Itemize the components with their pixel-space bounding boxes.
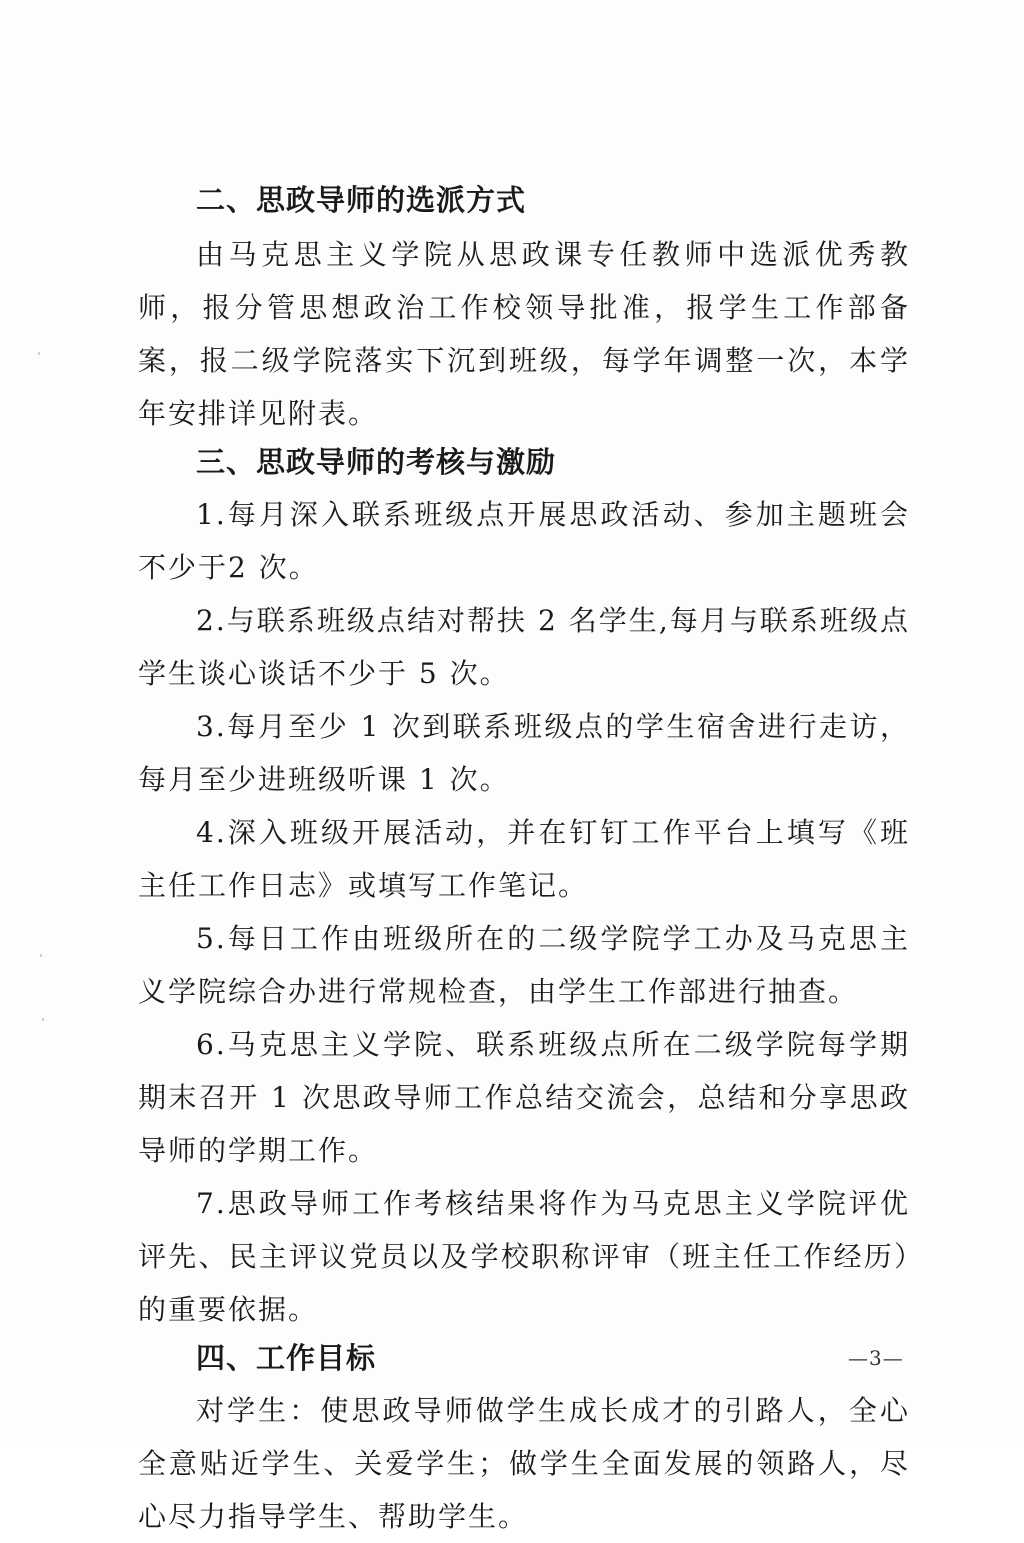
section-3-heading: 三、思政导师的考核与激励 <box>196 445 557 479</box>
scan-speck <box>38 352 40 355</box>
section-3-item-1: 1.每月深入联系班级点开展思政活动、参加主题班会不少于2 次。 <box>138 498 910 584</box>
section-2-paragraph: 由马克思主义学院从思政课专任教师中选派优秀教师，报分管思想政治工作校领导批准，报学生工作部备案，报二级学院落实下沉到班级，每学年调整一次，本学年安排详见附表。 <box>138 238 910 430</box>
scan-speck <box>42 1018 44 1021</box>
section-2-heading: 二、思政导师的选派方式 <box>196 183 527 217</box>
section-3-item-2: 2.与联系班级点结对帮扶 2 名学生,每月与联系班级点学生谈心谈话不少于 5 次。 <box>138 604 910 690</box>
page-number: —3— <box>848 1346 904 1370</box>
document-body <box>138 178 910 1543</box>
section-3-item-5: 5.每日工作由班级所在的二级学院学工办及马克思主义学院综合办进行常规检查，由学生工作部进行抽查。 <box>138 922 910 1008</box>
section-3-item-6: 6.马克思主义学院、联系班级点所在二级学院每学期期末召开 1 次思政导师工作总结交流会，总结和分享思政导师的学期工作。 <box>138 1028 910 1167</box>
section-4-paragraph: 对学生：使思政导师做学生成长成才的引路人，全心全意贴近学生、关爱学生；做学生全面发展的领路人，尽心尽力指导学生、帮助学生。 <box>138 1394 910 1533</box>
section-4-heading: 四、工作目标 <box>196 1341 377 1375</box>
section-3-item-7: 7.思政导师工作考核结果将作为马克思主义学院评优评先、民主评议党员以及学校职称评审（班主任工作经历）的重要依据。 <box>138 1187 910 1326</box>
section-3-item-3: 3.每月至少 1 次到联系班级点的学生宿舍进行走访，每月至少进班级听课 1 次。 <box>138 710 910 796</box>
scan-speck <box>40 954 42 957</box>
section-3-item-4: 4.深入班级开展活动，并在钉钉工作平台上填写《班主任工作日志》或填写工作笔记。 <box>138 816 910 902</box>
